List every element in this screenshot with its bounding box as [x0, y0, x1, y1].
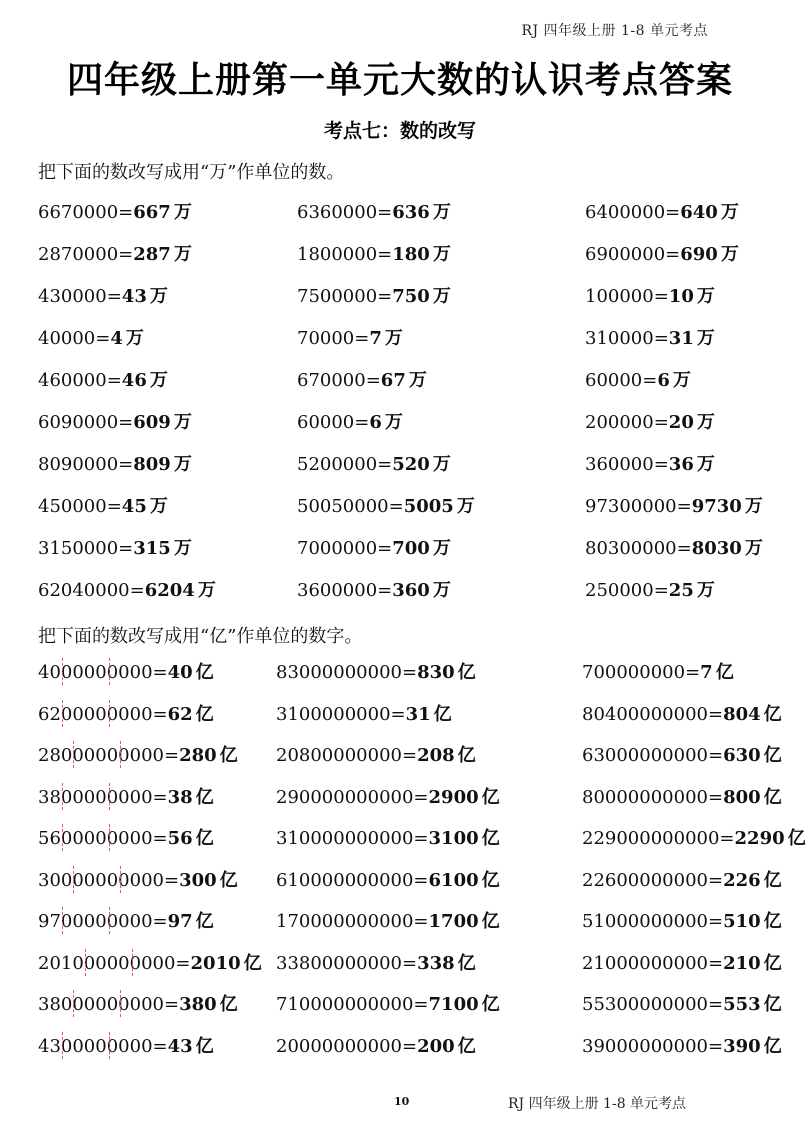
conversion-item — [38, 866, 238, 892]
conversion-item — [297, 240, 451, 266]
original-number: 21000000000= — [582, 952, 724, 974]
conversion-item — [585, 408, 715, 434]
conversion-item — [297, 492, 475, 518]
original-number: 83000000000= — [276, 662, 418, 683]
converted-answer: 208 — [417, 745, 455, 766]
original-number: 80300000= — [585, 538, 692, 559]
original-number: 610000000000= — [276, 869, 429, 891]
converted-answer: 4 — [110, 328, 123, 349]
converted-answer: 2010 — [190, 952, 241, 974]
unit-label: 万 — [149, 286, 168, 307]
unit-label: 万 — [672, 370, 691, 391]
conversion-item — [38, 198, 192, 224]
converted-answer: 6204 — [144, 580, 195, 601]
original-number: 80400000000= — [582, 703, 724, 725]
conversion-item — [38, 907, 214, 933]
original-number: 6360000= — [297, 202, 393, 223]
converted-answer: 287 — [133, 244, 171, 265]
conversion-item — [276, 658, 476, 684]
conversion-item — [38, 783, 214, 809]
conversion-item — [582, 741, 782, 767]
unit-label: 万 — [432, 580, 451, 601]
original-number: 63000000000= — [582, 745, 724, 766]
original-number: 7500000= — [297, 286, 393, 307]
original-number: 5600000000= — [38, 828, 168, 849]
conversion-item — [38, 741, 238, 767]
original-number: 4000000000= — [38, 662, 168, 683]
conversion-item — [582, 824, 806, 850]
conversion-item — [276, 866, 500, 892]
unit-label: 亿 — [715, 662, 734, 683]
conversion-item — [38, 700, 214, 726]
original-number: 6670000= — [38, 202, 134, 223]
original-number: 460000= — [38, 370, 122, 391]
unit-label: 万 — [696, 328, 715, 349]
unit-label: 万 — [432, 454, 451, 475]
digit-split-mark — [132, 949, 133, 976]
unit-label: 万 — [432, 538, 451, 559]
converted-answer: 690 — [680, 244, 718, 265]
conversion-item — [582, 866, 782, 892]
digit-split-mark — [120, 990, 121, 1017]
converted-answer: 38 — [167, 786, 193, 808]
answer-row — [0, 658, 800, 700]
conversion-item — [38, 408, 192, 434]
answer-row — [0, 783, 800, 825]
digit-split-mark — [109, 700, 110, 727]
original-number: 700000000= — [582, 662, 701, 683]
conversion-item — [38, 366, 168, 392]
original-number: 7000000= — [297, 538, 393, 559]
conversion-item — [582, 907, 782, 933]
digit-split-mark — [85, 949, 86, 976]
original-number: 710000000000= — [276, 994, 429, 1015]
conversion-item — [38, 324, 144, 350]
converted-answer: 36 — [668, 454, 694, 475]
original-number: 6200000000= — [38, 703, 168, 725]
unit-label: 万 — [384, 412, 403, 433]
conversion-item — [38, 492, 168, 518]
unit-label: 亿 — [219, 994, 238, 1015]
unit-label: 亿 — [763, 869, 782, 891]
conversion-item — [297, 450, 451, 476]
original-number: 39000000000= — [582, 1035, 724, 1057]
converted-answer: 25 — [668, 580, 694, 601]
converted-answer: 7 — [700, 662, 713, 683]
unit-label: 亿 — [763, 911, 782, 932]
unit-label: 亿 — [195, 1035, 214, 1057]
unit-label: 万 — [696, 580, 715, 601]
digit-split-mark — [120, 866, 121, 893]
unit-label: 万 — [173, 454, 192, 475]
unit-label: 万 — [384, 328, 403, 349]
unit-label: 亿 — [763, 786, 782, 808]
unit-label: 万 — [173, 412, 192, 433]
unit-label: 万 — [173, 202, 192, 223]
original-number: 50050000= — [297, 496, 404, 517]
conversion-item — [297, 408, 403, 434]
original-number: 1800000= — [297, 244, 393, 265]
original-number: 22600000000= — [582, 869, 724, 891]
unit-label: 亿 — [457, 1035, 476, 1057]
unit-label: 亿 — [195, 703, 214, 725]
conversion-item — [38, 240, 192, 266]
original-number: 5200000= — [297, 454, 393, 475]
converted-answer: 180 — [392, 244, 430, 265]
digit-split-mark — [73, 990, 74, 1017]
original-number: 60000= — [297, 412, 370, 433]
converted-answer: 40 — [167, 662, 193, 683]
unit-label: 万 — [696, 286, 715, 307]
unit-label: 万 — [432, 244, 451, 265]
unit-label: 亿 — [481, 786, 500, 808]
unit-label: 万 — [432, 286, 451, 307]
converted-answer: 809 — [133, 454, 171, 475]
original-number: 170000000000= — [276, 911, 429, 932]
answer-row — [0, 282, 800, 324]
converted-answer: 380 — [179, 994, 217, 1015]
converted-answer: 7 — [369, 328, 382, 349]
unit-label: 万 — [408, 370, 427, 391]
converted-answer: 315 — [133, 538, 171, 559]
answer-grid-wan — [0, 198, 800, 618]
original-number: 250000= — [585, 580, 669, 601]
instruction-yi: 把下面的数改写成用“亿”作单位的数字。 — [38, 626, 363, 647]
conversion-item — [297, 576, 451, 602]
unit-label: 亿 — [481, 828, 500, 849]
original-number: 38000000000= — [38, 994, 180, 1015]
original-number: 6900000= — [585, 244, 681, 265]
original-number: 3600000= — [297, 580, 393, 601]
original-number: 33800000000= — [276, 952, 418, 974]
conversion-item — [276, 949, 476, 975]
digit-split-mark — [109, 1032, 110, 1059]
unit-label: 亿 — [195, 786, 214, 808]
digit-split-mark — [120, 741, 121, 768]
conversion-item — [582, 700, 782, 726]
unit-label: 亿 — [787, 828, 806, 849]
converted-answer: 56 — [167, 828, 193, 849]
answer-row — [0, 534, 800, 576]
converted-answer: 62 — [167, 703, 193, 725]
conversion-item — [585, 240, 739, 266]
answer-row — [0, 1032, 800, 1074]
converted-answer: 7100 — [428, 994, 479, 1015]
unit-label: 万 — [696, 412, 715, 433]
unit-label: 万 — [744, 538, 763, 559]
original-number: 310000= — [585, 328, 669, 349]
answer-row — [0, 366, 800, 408]
unit-label: 亿 — [763, 1035, 782, 1057]
converted-answer: 630 — [723, 745, 761, 766]
answer-row — [0, 324, 800, 366]
original-number: 290000000000= — [276, 786, 429, 808]
converted-answer: 6100 — [428, 869, 479, 891]
converted-answer: 8030 — [691, 538, 742, 559]
converted-answer: 31 — [668, 328, 694, 349]
converted-answer: 200 — [417, 1035, 455, 1057]
conversion-item — [276, 990, 500, 1016]
unit-label: 万 — [720, 244, 739, 265]
unit-label: 亿 — [433, 703, 452, 725]
converted-answer: 750 — [392, 286, 430, 307]
converted-answer: 210 — [723, 952, 761, 974]
conversion-item — [582, 658, 734, 684]
conversion-item — [582, 783, 782, 809]
conversion-item — [38, 450, 192, 476]
original-number: 9700000000= — [38, 911, 168, 932]
conversion-item — [297, 366, 427, 392]
unit-label: 亿 — [481, 869, 500, 891]
conversion-item — [585, 450, 715, 476]
digit-split-mark — [62, 907, 63, 934]
digit-split-mark — [62, 1032, 63, 1059]
converted-answer: 1700 — [428, 911, 479, 932]
conversion-item — [585, 492, 763, 518]
original-number: 51000000000= — [582, 911, 724, 932]
original-number: 670000= — [297, 370, 381, 391]
converted-answer: 640 — [680, 202, 718, 223]
converted-answer: 2900 — [428, 786, 479, 808]
original-number: 20800000000= — [276, 745, 418, 766]
unit-label: 万 — [173, 244, 192, 265]
converted-answer: 226 — [723, 869, 761, 891]
digit-split-mark — [62, 658, 63, 685]
header-note: RJ 四年级上册 1-8 单元考点 — [521, 23, 708, 39]
converted-answer: 360 — [392, 580, 430, 601]
unit-label: 亿 — [219, 745, 238, 766]
unit-label: 亿 — [195, 662, 214, 683]
original-number: 360000= — [585, 454, 669, 475]
conversion-item — [38, 949, 262, 975]
original-number: 97300000= — [585, 496, 692, 517]
conversion-item — [582, 1032, 782, 1058]
instruction-wan: 把下面的数改写成用“万”作单位的数。 — [38, 162, 345, 183]
converted-answer: 553 — [723, 994, 761, 1015]
unit-label: 亿 — [457, 952, 476, 974]
conversion-item — [38, 658, 214, 684]
converted-answer: 3100 — [428, 828, 479, 849]
unit-label: 万 — [456, 496, 475, 517]
conversion-item — [297, 282, 451, 308]
digit-split-mark — [62, 700, 63, 727]
digit-split-mark — [73, 866, 74, 893]
unit-label: 万 — [720, 202, 739, 223]
original-number: 201000000000= — [38, 952, 191, 974]
original-number: 20000000000= — [276, 1035, 418, 1057]
conversion-item — [38, 1032, 214, 1058]
conversion-item — [585, 198, 739, 224]
page-number: 10 — [394, 1095, 410, 1108]
unit-label: 亿 — [763, 994, 782, 1015]
converted-answer: 43 — [167, 1035, 193, 1057]
conversion-item — [276, 700, 452, 726]
original-number: 200000= — [585, 412, 669, 433]
unit-label: 亿 — [763, 745, 782, 766]
answer-row — [0, 198, 800, 240]
converted-answer: 67 — [380, 370, 406, 391]
original-number: 229000000000= — [582, 828, 735, 849]
converted-answer: 9730 — [691, 496, 742, 517]
unit-label: 万 — [173, 538, 192, 559]
unit-label: 亿 — [457, 662, 476, 683]
unit-label: 万 — [744, 496, 763, 517]
conversion-item — [276, 824, 500, 850]
unit-label: 亿 — [195, 828, 214, 849]
answer-row — [0, 824, 806, 866]
unit-label: 万 — [149, 370, 168, 391]
converted-answer: 390 — [723, 1035, 761, 1057]
answer-row — [0, 450, 800, 492]
unit-label: 亿 — [763, 952, 782, 974]
original-number: 310000000000= — [276, 828, 429, 849]
conversion-item — [38, 282, 168, 308]
conversion-item — [297, 534, 451, 560]
original-number: 430000= — [38, 286, 122, 307]
conversion-item — [297, 324, 403, 350]
converted-answer: 338 — [417, 952, 455, 974]
original-number: 55300000000= — [582, 994, 724, 1015]
answer-row — [0, 408, 800, 450]
conversion-item — [38, 990, 238, 1016]
original-number: 3800000000= — [38, 786, 168, 808]
conversion-item — [38, 576, 216, 602]
converted-answer: 43 — [121, 286, 147, 307]
original-number: 40000= — [38, 328, 111, 349]
converted-answer: 6 — [657, 370, 670, 391]
converted-answer: 804 — [723, 703, 761, 725]
original-number: 30000000000= — [38, 869, 180, 891]
unit-label: 万 — [197, 580, 216, 601]
original-number: 3150000= — [38, 538, 134, 559]
unit-label: 亿 — [195, 911, 214, 932]
converted-answer: 46 — [121, 370, 147, 391]
unit-label: 亿 — [763, 703, 782, 725]
converted-answer: 2290 — [734, 828, 785, 849]
original-number: 4300000000= — [38, 1035, 168, 1057]
answer-row — [0, 700, 800, 742]
original-number: 100000= — [585, 286, 669, 307]
converted-answer: 5005 — [403, 496, 454, 517]
conversion-item — [585, 282, 715, 308]
unit-label: 万 — [125, 328, 144, 349]
unit-label: 亿 — [219, 869, 238, 891]
answer-row — [0, 240, 800, 282]
converted-answer: 667 — [133, 202, 171, 223]
answer-row — [0, 492, 800, 534]
digit-split-mark — [109, 824, 110, 851]
converted-answer: 636 — [392, 202, 430, 223]
digit-split-mark — [109, 658, 110, 685]
conversion-item — [276, 907, 500, 933]
conversion-item — [38, 534, 192, 560]
converted-answer: 800 — [723, 786, 761, 808]
conversion-item — [582, 949, 782, 975]
converted-answer: 520 — [392, 454, 430, 475]
unit-label: 万 — [696, 454, 715, 475]
unit-label: 亿 — [243, 952, 262, 974]
conversion-item — [297, 198, 451, 224]
conversion-item — [585, 324, 715, 350]
original-number: 450000= — [38, 496, 122, 517]
converted-answer: 97 — [167, 911, 193, 932]
conversion-item — [276, 1032, 476, 1058]
converted-answer: 510 — [723, 911, 761, 932]
original-number: 3100000000= — [276, 703, 406, 725]
digit-split-mark — [73, 741, 74, 768]
original-number: 70000= — [297, 328, 370, 349]
converted-answer: 20 — [668, 412, 694, 433]
original-number: 8090000= — [38, 454, 134, 475]
converted-answer: 31 — [405, 703, 431, 725]
section-subtitle: 考点七：数的改写 — [323, 120, 476, 142]
conversion-item — [38, 824, 214, 850]
answer-row — [0, 949, 800, 991]
original-number: 6090000= — [38, 412, 134, 433]
answer-row — [0, 907, 800, 949]
original-number: 6400000= — [585, 202, 681, 223]
converted-answer: 45 — [121, 496, 147, 517]
conversion-item — [582, 990, 782, 1016]
converted-answer: 300 — [179, 869, 217, 891]
conversion-item — [585, 366, 691, 392]
unit-label: 万 — [432, 202, 451, 223]
page-title: 四年级上册第一单元大数的认识考点答案 — [66, 59, 733, 101]
original-number: 2870000= — [38, 244, 134, 265]
answer-row — [0, 576, 800, 618]
footer-note: RJ 四年级上册 1-8 单元考点 — [508, 1096, 687, 1112]
converted-answer: 280 — [179, 745, 217, 766]
unit-label: 亿 — [481, 911, 500, 932]
unit-label: 万 — [149, 496, 168, 517]
converted-answer: 10 — [668, 286, 694, 307]
digit-split-mark — [62, 783, 63, 810]
conversion-item — [585, 576, 715, 602]
unit-label: 亿 — [457, 745, 476, 766]
converted-answer: 6 — [369, 412, 382, 433]
converted-answer: 609 — [133, 412, 171, 433]
unit-label: 亿 — [481, 994, 500, 1015]
conversion-item — [276, 783, 500, 809]
digit-split-mark — [109, 783, 110, 810]
conversion-item — [276, 741, 476, 767]
digit-split-mark — [62, 824, 63, 851]
converted-answer: 830 — [417, 662, 455, 683]
original-number: 60000= — [585, 370, 658, 391]
original-number: 80000000000= — [582, 786, 724, 808]
original-number: 62040000= — [38, 580, 145, 601]
original-number: 28000000000= — [38, 745, 180, 766]
converted-answer: 700 — [392, 538, 430, 559]
digit-split-mark — [109, 907, 110, 934]
conversion-item — [585, 534, 763, 560]
